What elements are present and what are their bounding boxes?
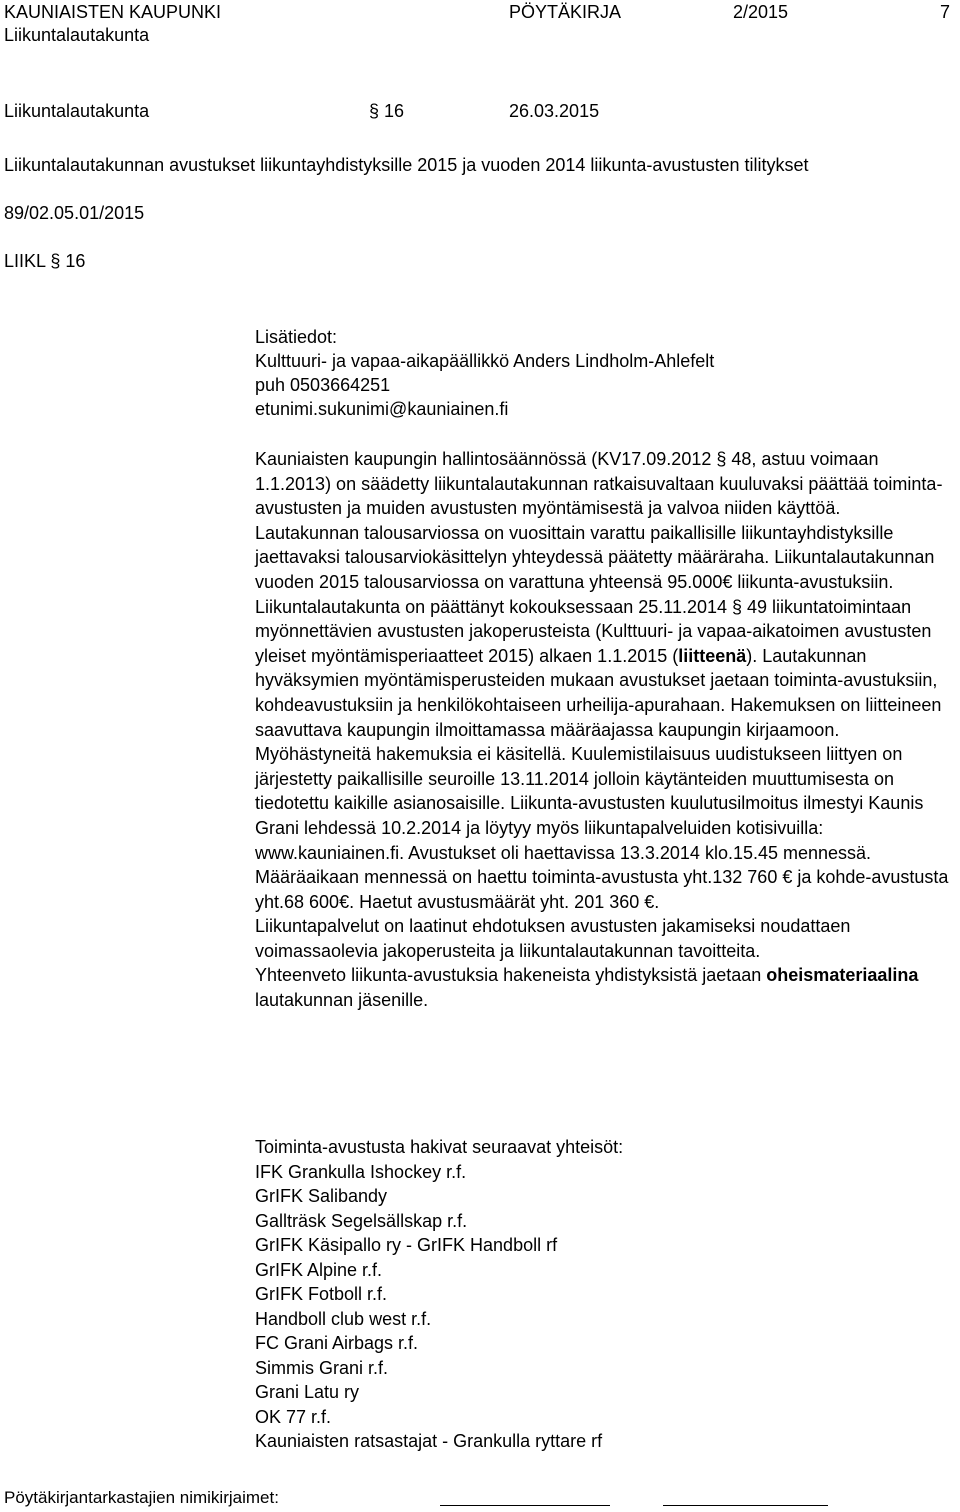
list-item: OK 77 r.f. xyxy=(255,1406,332,1427)
doc-type: PÖYTÄKIRJA xyxy=(509,2,622,22)
page-number: 7 xyxy=(940,2,951,22)
meeting-committee: Liikuntalautakunta xyxy=(4,101,150,121)
applicants-list xyxy=(255,1135,623,1454)
list-item: FC Grani Airbags r.f. xyxy=(255,1333,419,1353)
list-item: Handboll club west r.f. xyxy=(255,1308,432,1329)
paragraph-decision: Liikuntalautakunta on päättänyt kokouksessaan 25.11.2014 § 49 liikuntatoimintaan myönnettävien avustusten jakoperusteista (Kulttuuri- ja vapaa-aikatoimen avustusten yleiset myöntämisperiaatteet 2015) alkaen 1.1.2015 (liitteenä). Lautakunnan hyväksymien myöntämisperusteiden mukaan avustukset jaetaan toiminta-avustuksiin, kohdeavustuksiin ja henkilökohtaiseen urheilija-apurahaan. Hakemuksen on liitteineen saavuttava kaupungin ilmoittamassa määräajassa kaupungin kirjaamoon. Myöhästyneitä hakemuksia ei käsitellä. Kuulemistilaisuus uudistukseen liittyen on järjestetty paikallisille seuroille 13.11.2014 jolloin käytänteiden muuttumisesta on tiedotettu kaikille asianosaisille. Liikunta-avustusten kuulutusilmoitus ilmestyi Kaunis Grani lehdessä 10.2.2014 ja löytyy myös liikuntapalveluiden kotisivuilla: www.kauniainen.fi. Avustukset oli haettavissa 13.3.2014 klo.15.45 mennessä. xyxy=(255,596,942,863)
paragraph-applied-amounts: Määräaikaan mennessä on haettu toiminta-avustusta yht.132 760 € ja kohde-avustusta yht.68 600€. Haetut avustusmäärät yht. 201 360 €. xyxy=(255,867,949,912)
attachment-label: liitteenä xyxy=(678,645,747,666)
paragraph-summary: Yhteenveto liikunta-avustuksia hakeneista yhdistyksistä jaetaan oheismateriaalina lautakunnan jäsenille. xyxy=(255,965,919,1011)
contact-label: Lisätiedot: xyxy=(255,327,338,347)
supplementary-material-label: oheismateriaalina xyxy=(766,965,919,986)
list-item: Gallträsk Segelsällskap r.f. xyxy=(255,1210,468,1231)
agenda-title: Liikuntalautakunnan avustukset liikuntayhdistyksille 2015 ja vuoden 2014 liikunta-avustusten tilitykset xyxy=(4,155,809,175)
contact-phone: puh 0503664251 xyxy=(255,375,391,395)
list-item: Kauniaisten ratsastajat - Grankulla ryttare rf xyxy=(255,1431,603,1451)
signature-line-2 xyxy=(663,1505,828,1506)
meeting-date: 26.03.2015 xyxy=(509,101,600,121)
applicants-heading: Toiminta-avustusta hakivat seuraavat yhteisöt: xyxy=(255,1137,624,1157)
contact-person: Kulttuuri- ja vapaa-aikapäällikkö Anders Lindholm-Ahlefelt xyxy=(255,351,715,371)
doc-number: 2/2015 xyxy=(733,2,789,22)
list-item: GrIFK Käsipallo ry - GrIFK Handboll rf xyxy=(255,1235,558,1255)
liikl-section: LIIKL § 16 xyxy=(4,251,86,271)
meeting-section: § 16 xyxy=(369,101,405,121)
list-item: Simmis Grani r.f. xyxy=(255,1357,389,1378)
list-item: Grani Latu ry xyxy=(255,1382,360,1402)
list-item: IFK Grankulla Ishockey r.f. xyxy=(255,1161,467,1182)
contact-email: etunimi.sukunimi@kauniainen.fi xyxy=(255,399,509,419)
signature-line-1 xyxy=(440,1505,610,1506)
signatures-label: Pöytäkirjantarkastajien nimikirjaimet: xyxy=(4,1488,279,1507)
list-item: GrIFK Salibandy xyxy=(255,1186,388,1206)
org-name: KAUNIAISTEN KAUPUNKI xyxy=(4,2,222,22)
reference-number: 89/02.05.01/2015 xyxy=(4,203,145,223)
department-name: Liikuntalautakunta xyxy=(4,25,150,45)
paragraph-regulation: Kauniaisten kaupungin hallintosäännössä (KV17.09.2012 § 48, astuu voimaan 1.1.2013) on säädetty liikuntalautakunnan ratkaisuvaltaan kuuluvaksi päättää toiminta-avustusten ja muiden avustusten myöntämisestä ja valvoa niiden käyttöä. xyxy=(255,449,943,519)
paragraph-proposal: Liikuntapalvelut on laatinut ehdotuksen avustusten jakamiseksi noudattaen voimassaolevia jakoperusteita ja liikuntalautakunnan tavoitteita. xyxy=(255,916,851,961)
paragraph-budget: Lautakunnan talousarviossa on vuosittain varattu paikallisille liikuntayhdistyksille jaettavaksi talousarviokäsittelyn yhteydessä päätetty määräraha. Liikuntalautakunnan vuoden 2015 talousarviossa on varattuna yhteensä 95.000€ liikunta-avustuksiin. xyxy=(255,522,935,592)
main-body xyxy=(255,447,955,1013)
list-item: GrIFK Alpine r.f. xyxy=(255,1259,383,1280)
list-item: GrIFK Fotboll r.f. xyxy=(255,1284,388,1304)
